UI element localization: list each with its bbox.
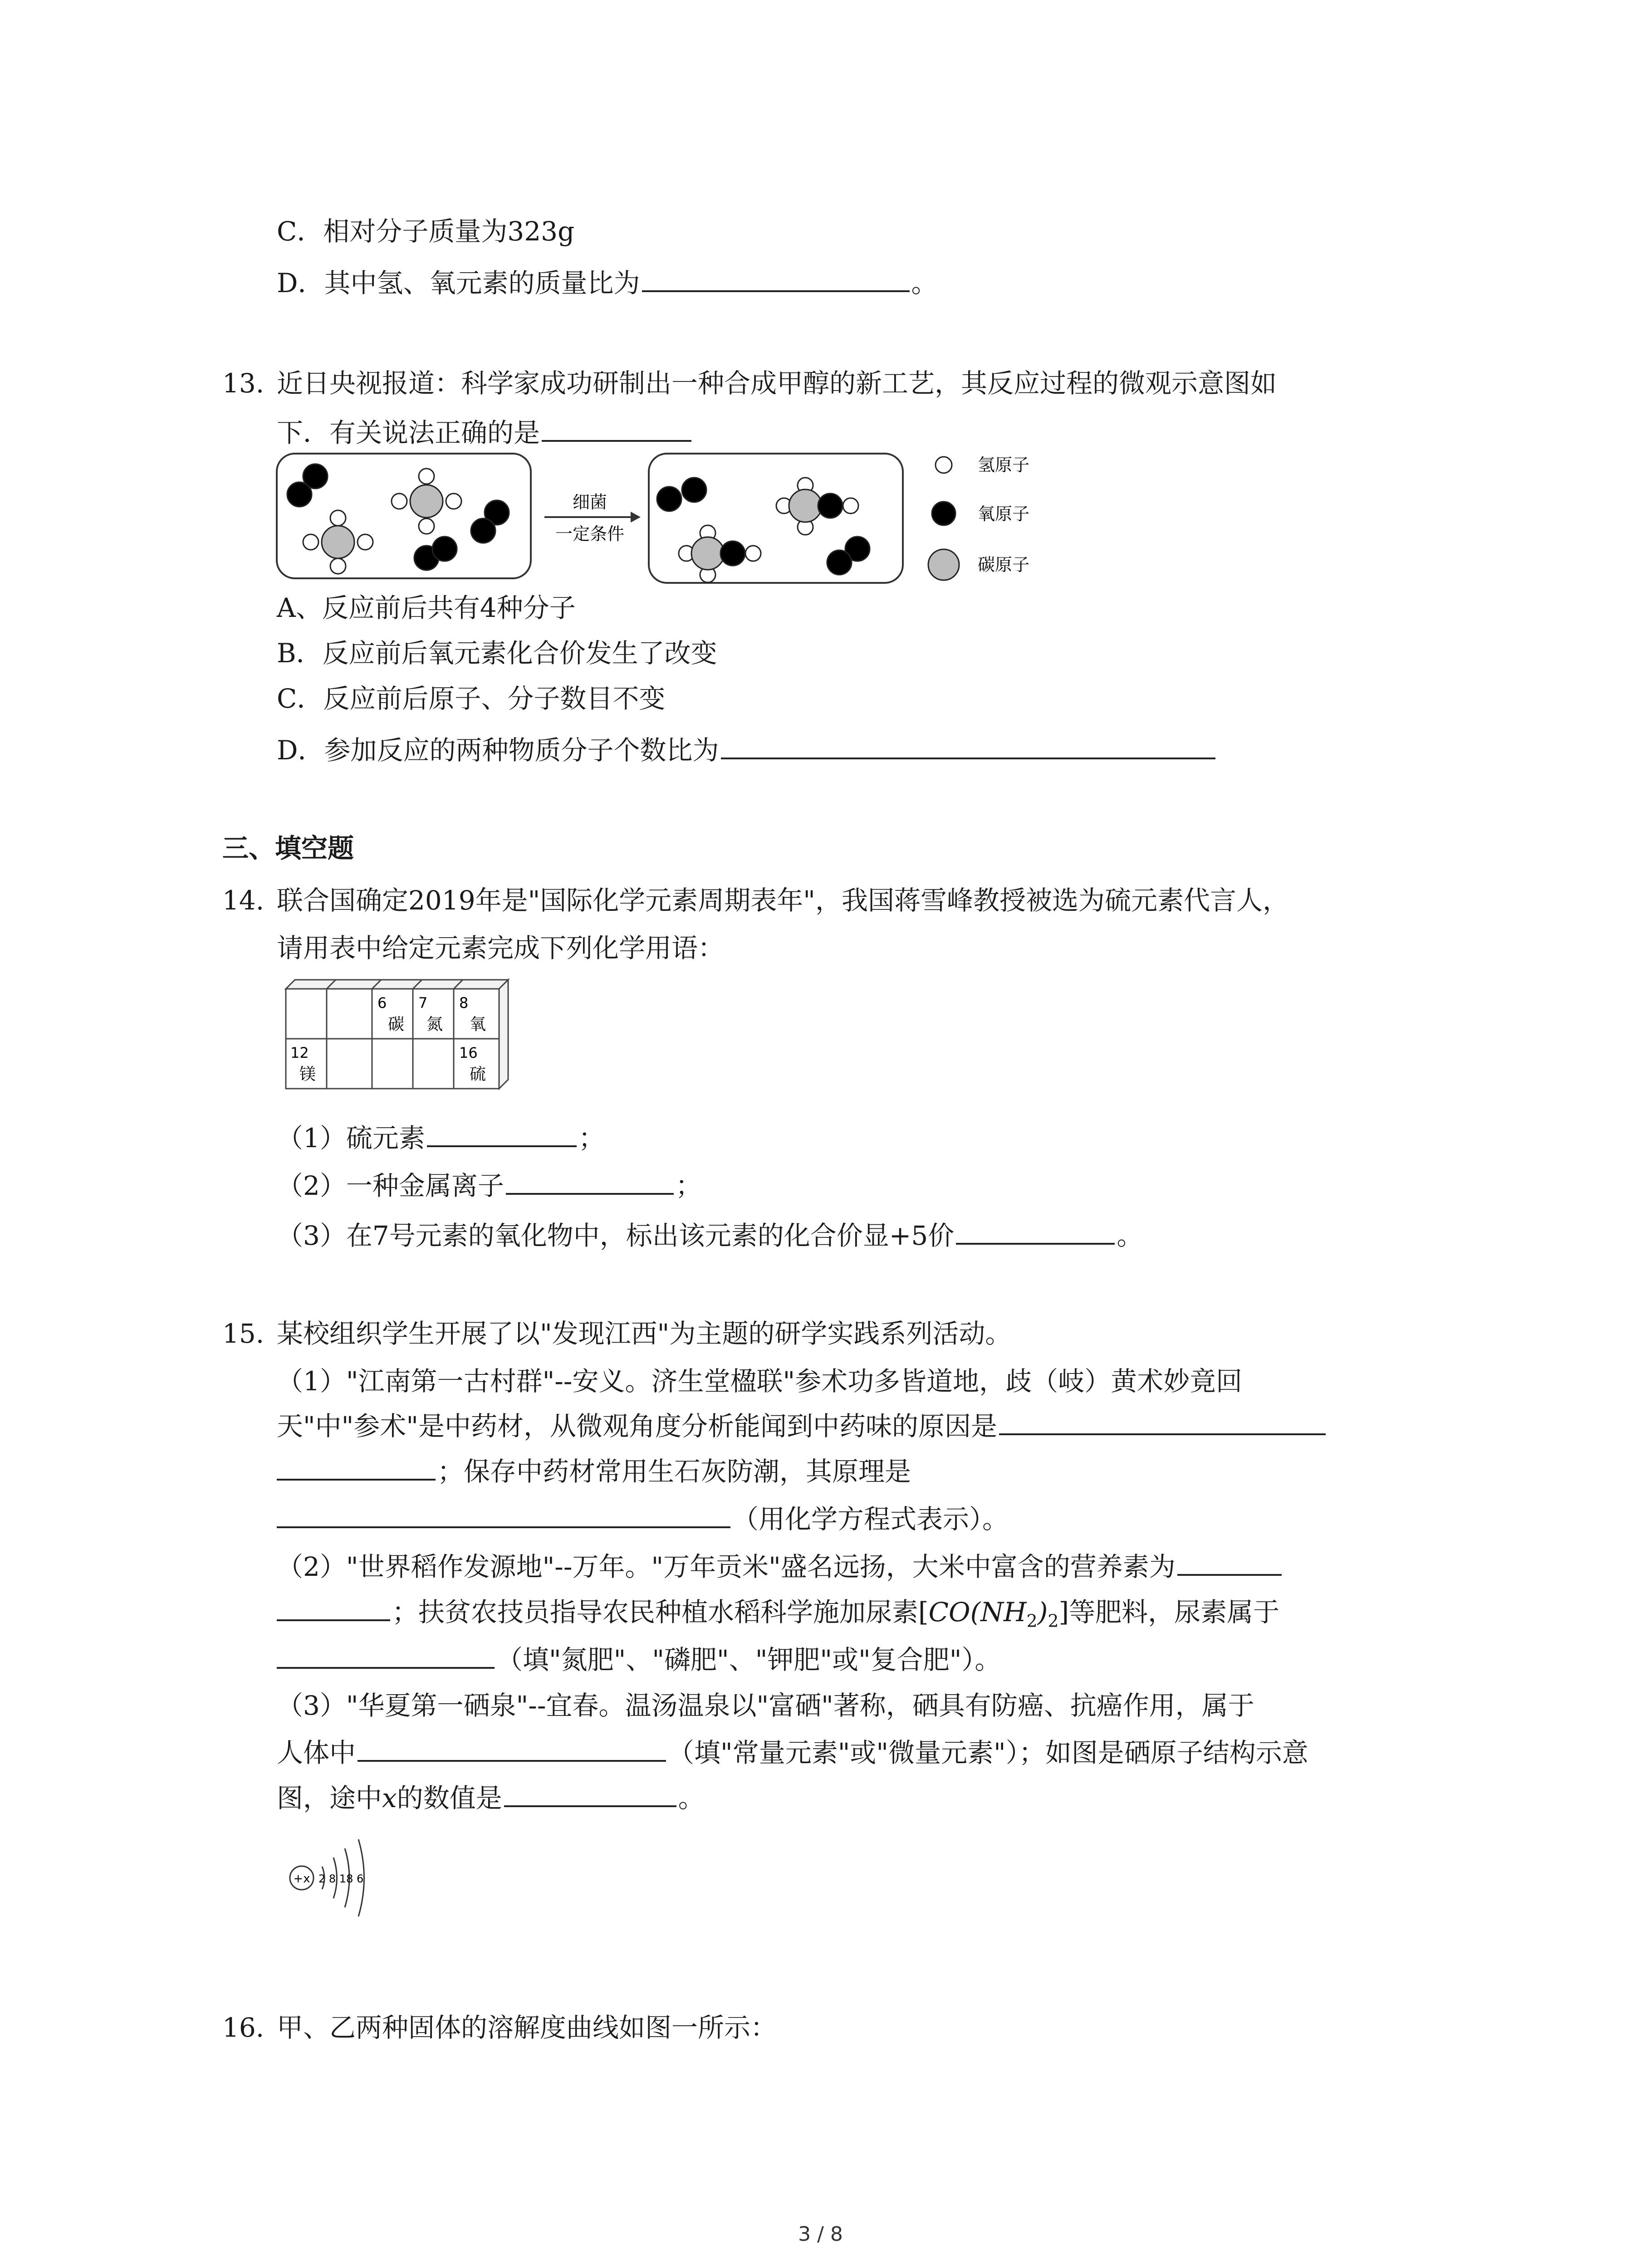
answer-blank[interactable] xyxy=(999,1406,1326,1435)
answer-blank[interactable] xyxy=(358,1733,666,1762)
hydrogen-atom xyxy=(745,546,761,561)
oxygen-atom xyxy=(287,482,312,507)
carbon-atom xyxy=(789,489,822,522)
q16-number: 16. xyxy=(222,2012,265,2043)
oxygen-atom xyxy=(682,478,706,502)
page-number: 3 / 8 xyxy=(798,2223,843,2246)
hydrogen-atom xyxy=(303,534,318,550)
legend-hydrogen-label: 氢原子 xyxy=(978,455,1030,475)
q15-stem: 某校组织学生开展了以"发现江西"为主题的研学实践系列活动。 xyxy=(277,1318,1012,1349)
carbon-atom xyxy=(691,537,724,570)
hydrogen-atom xyxy=(843,498,858,513)
q16-stem: 甲、乙两种固体的溶解度曲线如图一所示： xyxy=(277,2012,777,2043)
q15-part-1-line2: 天"中"参术"是中药材，从微观角度分析能闻到中药味的原因是 xyxy=(277,1406,1327,1442)
answer-blank[interactable] xyxy=(506,1166,674,1195)
carbon-atom xyxy=(410,485,443,518)
element-name: 镁 xyxy=(299,1065,316,1084)
answer-blank[interactable] xyxy=(956,1216,1115,1245)
answer-blank[interactable] xyxy=(642,263,910,292)
answer-blank[interactable] xyxy=(277,1640,495,1669)
q14-part-3: （3）在7号元素的氧化物中，标出该元素的化合价显+5价 。 xyxy=(277,1216,1143,1252)
oxygen-atom xyxy=(818,494,843,518)
element-number: 8 xyxy=(459,994,469,1012)
answer-blank[interactable] xyxy=(504,1778,676,1807)
hydrogen-atom xyxy=(419,469,434,484)
element-number: 7 xyxy=(418,994,428,1012)
q15-part-2-line2: ；扶贫农技员指导农民种植水稻科学施加尿素$[CO(NH_2)_2]$等肥料，尿素属于 xyxy=(277,1592,1279,1628)
carbon-atom xyxy=(322,526,354,558)
reaction-diagram xyxy=(272,449,1089,599)
products-box xyxy=(649,454,903,583)
answer-blank[interactable] xyxy=(427,1118,577,1147)
element-number: 16 xyxy=(459,1044,478,1061)
oxygen-atom xyxy=(720,541,745,566)
hydrogen-atom xyxy=(446,494,461,509)
q15-part-2-line1: （2）"世界稻作发源地"--万年。"万年贡米"盛名远扬，大米中富含的营养素为 xyxy=(277,1547,1283,1583)
q15-part-1-line4: （用化学方程式表示）。 xyxy=(277,1499,1009,1535)
hydrogen-atom xyxy=(358,534,373,550)
answer-blank[interactable] xyxy=(277,1592,390,1621)
legend-carbon-label: 碳原子 xyxy=(978,555,1030,575)
element-name: 碳 xyxy=(388,1015,405,1034)
oxygen-atom xyxy=(827,550,852,575)
element-number: 12 xyxy=(290,1044,309,1061)
arrow-label-bottom: 一定条件 xyxy=(555,524,625,544)
q13-option-a: A、反应前后共有4种分子 xyxy=(277,592,576,623)
section-heading: 三、填空题 xyxy=(222,833,354,864)
answer-blank[interactable] xyxy=(542,413,691,442)
q13-number: 13. xyxy=(222,368,265,399)
answer-blank[interactable] xyxy=(277,1452,436,1481)
legend-oxygen-icon xyxy=(932,502,955,525)
q15-part-3-line1: （3）"华夏第一硒泉"--宜春。温汤温泉以"富硒"著称，硒具有防癌、抗癌作用，属于 xyxy=(277,1690,1254,1721)
selenium-atom-diagram xyxy=(281,1833,399,1923)
oxygen-atom xyxy=(657,487,681,511)
hydrogen-atom xyxy=(419,518,434,534)
oxygen-atom xyxy=(432,537,457,561)
legend-oxygen-label: 氧原子 xyxy=(978,504,1030,524)
element-number: 6 xyxy=(377,994,387,1012)
q15-part-1-line3: ；保存中药材常用生石灰防潮，其原理是 xyxy=(277,1452,911,1488)
electron-shells: 2 8 18 6 xyxy=(318,1872,364,1885)
q15-part-3-line2: 人体中 （填"常量元素"或"微量元素"）；如图是硒原子结构示意 xyxy=(277,1733,1308,1769)
q13-option-c: C．反应前后原子、分子数目不变 xyxy=(277,683,666,714)
q15-number: 15. xyxy=(222,1318,265,1349)
element-name: 氧 xyxy=(470,1015,486,1034)
q13-stem-line2: 下．有关说法正确的是 xyxy=(277,413,693,449)
answer-blank[interactable] xyxy=(721,730,1215,759)
answer-blank[interactable] xyxy=(1177,1547,1282,1576)
answer-blank[interactable] xyxy=(277,1499,730,1528)
oxygen-atom xyxy=(471,518,495,543)
periodic-table-fragment xyxy=(277,971,540,1102)
q13-option-b: B．反应前后氧元素化合价发生了改变 xyxy=(277,638,717,669)
q15-part-1-line1: （1）"江南第一古村群"--安义。济生堂楹联"参术功多皆道地，歧（岐）黄术妙竟回 xyxy=(277,1366,1243,1397)
hydrogen-atom xyxy=(330,558,346,574)
q14-number: 14. xyxy=(222,885,265,916)
legend-carbon-icon xyxy=(928,549,959,580)
hydrogen-atom xyxy=(392,494,407,509)
element-name: 氮 xyxy=(426,1015,443,1034)
q14-stem-line1: 联合国确定2019年是"国际化学元素周期表年"，我国蒋雪峰教授被选为硫元素代言人， xyxy=(277,885,1289,916)
q15-part-3-line3: 图，途中x的数值是 。 xyxy=(277,1778,705,1814)
q12-option-d-text: D．其中氢、氧元素的质量比为 xyxy=(277,268,640,298)
q12-option-c: C．相对分子质量为323g xyxy=(277,216,575,247)
q15-part-2-line3: （填"氮肥"、"磷肥"、"钾肥"或"复合肥"）。 xyxy=(277,1640,1001,1676)
q14-stem-line2: 请用表中给定元素完成下列化学用语： xyxy=(277,933,725,963)
q12-option-d: D．其中氢、氧元素的质量比为 。 xyxy=(277,263,938,299)
q14-part-2: （2）一种金属离子 ； xyxy=(277,1166,702,1202)
q13-stem-line1: 近日央视报道：科学家成功研制出一种合成甲醇的新工艺，其反应过程的微观示意图如 xyxy=(277,368,1277,399)
arrow-label-top: 细菌 xyxy=(572,492,607,512)
q14-part-1: （1）硫元素 ； xyxy=(277,1118,605,1154)
element-name: 硫 xyxy=(470,1065,486,1084)
legend-hydrogen-icon xyxy=(936,457,952,473)
q13-option-d: D．参加反应的两种物质分子个数比为 xyxy=(277,730,1217,767)
nucleus-charge: +x xyxy=(293,1872,310,1886)
hydrogen-atom xyxy=(330,510,346,526)
